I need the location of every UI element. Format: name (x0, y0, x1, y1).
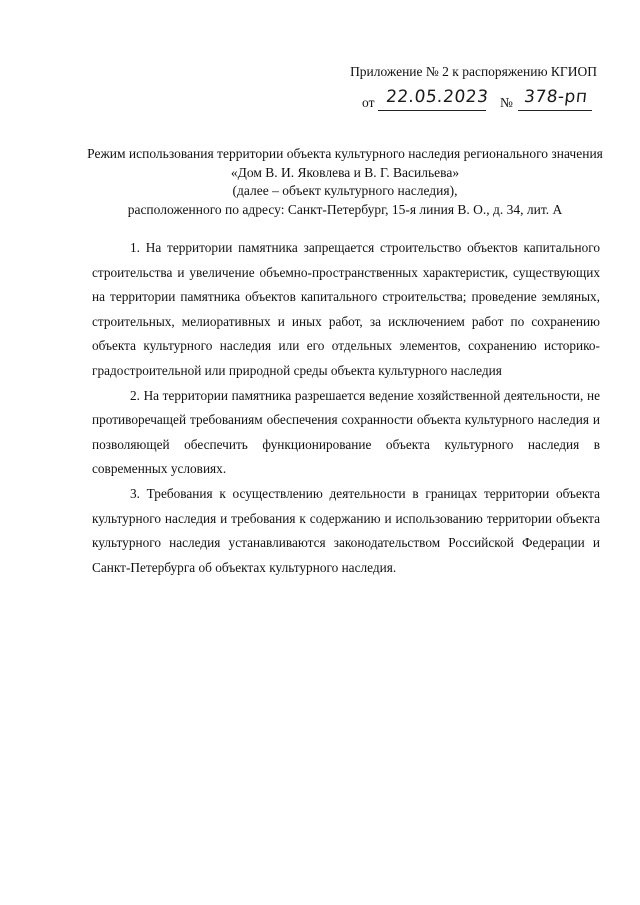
date-prefix: от (362, 95, 375, 110)
handwritten-number: 378-рп (522, 87, 589, 107)
handwritten-date: 22.05.2023 (384, 87, 490, 107)
paragraph-2: 2. На территории памятника разрешается ведение хозяйственной деятельности, не противоречащей требованиям обеспечения сохранности объекта культурного наследия и позволяющей обеспечить функционирование объекта культурного наследия в современных условиях. (92, 387, 600, 477)
paragraph-3: 3. Требования к осуществлению деятельности в границах территории объекта культурного наследия и требования к содержанию и использованию территории объекта культурного наследия устанавливаются законодательством Российской Федерации и Санкт-Петербурга об объектах культурного наследия. (92, 485, 600, 575)
title-line: (далее – объект культурного наследия), (232, 183, 458, 198)
title-line: расположенного по адресу: Санкт-Петербург, 15-я линия В. О., д. 34, лит. А (127, 201, 563, 217)
title-line: «Дом В. И. Яковлева и В. Г. Васильева» (230, 164, 460, 180)
registration-line (362, 89, 602, 111)
document-body (92, 236, 600, 580)
paragraph-1: 1. На территории памятника запрещается строительство объектов капитального строительства и увеличение объемно-пространственных характеристик, существующих на территории памятника объектов капитального строительства; проведение земляных, строительных, мелиоративных и иных работ, за исключением работ по сохранению объекта культурного наследия или его отдельных элементов, сохранению историко-градостроительной или природной среды объекта культурного наследия (92, 240, 600, 378)
document-title (60, 145, 630, 219)
title-line: Режим использования территории объекта культурного наследия регионального значения (87, 146, 603, 161)
appendix-reference: Приложение № 2 к распоряжению КГИОП (350, 64, 597, 79)
number-underline (518, 110, 592, 111)
date-underline (378, 110, 486, 111)
number-prefix: № (500, 95, 513, 110)
